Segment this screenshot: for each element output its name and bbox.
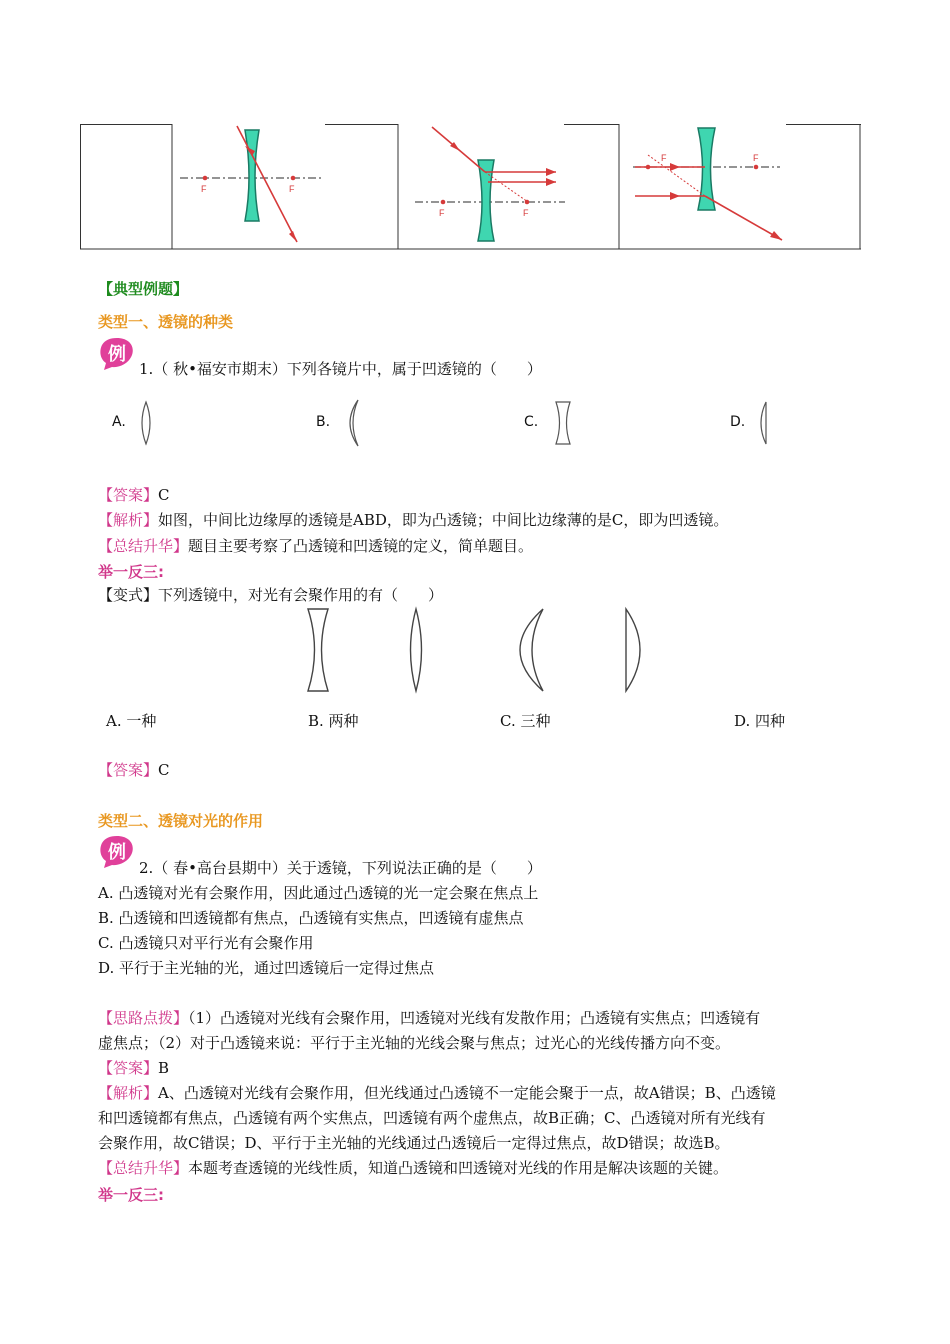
concave-lens-diagram-1 [175,124,325,249]
diagram-table [80,124,860,249]
hint-text-1: （1）凸透镜对光线有会聚作用，凹透镜对光线有发散作用；凸透镜有实焦点；凹透镜有 [188,1009,761,1027]
plano-convex-lens-icon [754,400,770,446]
choice-c: C. 凸透镜只对平行光有会聚作用 [98,934,314,952]
hint-tag: 【思路点拨】 [98,1009,189,1027]
summary-tag: 【总结升华】 [98,1159,189,1177]
extend-title: 举一反三: [98,563,164,581]
concave-lens-icon [553,400,573,446]
variant-option-a: A. 一种 [106,712,157,730]
badge-label: 例 [108,842,126,863]
extend-title: 举一反三: [98,1186,164,1204]
type2-summary-line [98,1158,728,1178]
type1-title: 类型一、透镜的种类 [98,313,234,331]
plano-convex-lens-icon [620,606,646,694]
meniscus-lens-icon [340,398,362,448]
variant-option-d: D. 四种 [734,712,786,730]
type1-summary-line [98,536,533,556]
type2-question: 2.（ 春•高台县期中）关于透镜，下列说法正确的是（ ） [139,859,542,877]
focus-label-right: F [289,184,295,194]
analysis-tag: 【解析】 [98,1084,159,1102]
type2-analysis-line-3: 会聚作用，故C错误；D、平行于主光轴的光线通过凸透镜后一定得过焦点，故D错误；故选B。 [98,1134,730,1152]
focus-label-right: F [523,208,529,218]
focus-label-right: F [753,153,759,163]
analysis-text-1: A、凸透镜对光线有会聚作用，但光线通过凸透镜不一定能会聚于一点，故A错误；B、凸透镜 [158,1084,776,1102]
variant-option-c: C. 三种 [500,712,551,730]
option-c-label: C. [524,414,539,430]
focus-label-left: F [439,208,445,218]
choice-b: B. 凸透镜和凹透镜都有焦点，凸透镜有实焦点，凹透镜有虚焦点 [98,909,524,927]
summary-tag: 【总结升华】 [98,537,189,555]
option-b-label: B. [316,414,331,430]
type1-question: 1.（ 秋•福安市期末）下列各镜片中，属于凹透镜的（ ） [139,360,542,378]
type2-answer-line [98,1058,169,1078]
convex-lens-icon [405,606,427,694]
answer-text: C [158,486,170,504]
concave-lens-diagram-3 [630,124,810,249]
concave-lens-diagram-2 [410,124,615,249]
summary-text: 本题考查透镜的光线性质，知道凸透镜和凹透镜对光线的作用是解决该题的关键。 [188,1159,729,1177]
choice-d: D. 平行于主光轴的光，通过凹透镜后一定得过焦点 [98,959,435,977]
answer-tag: 【答案】 [98,1059,159,1077]
option-a-label: A. [112,414,126,430]
type1-analysis-line [98,510,728,530]
hint-line-2: 虚焦点；（2）对于凸透镜来说：平行于主光轴的光线会聚与焦点；过光心的光线传播方向不变。 [98,1034,731,1052]
variant-option-b: B. 两种 [308,712,359,730]
answer-text: B [158,1059,170,1077]
option-d-label: D. [730,414,746,430]
meniscus-lens-icon [505,606,547,694]
answer-tag: 【答案】 [98,761,159,779]
example-badge-icon [98,834,136,868]
answer-tag: 【答案】 [98,486,159,504]
example-badge-icon [98,336,136,370]
summary-text: 题目主要考察了凸透镜和凹透镜的定义，简单题目。 [188,537,534,555]
variant-text: 下列透镜中，对光有会聚作用的有（ ） [158,586,444,604]
section-title: 【典型例题】 [98,280,189,298]
variant-line [98,585,443,605]
badge-label: 例 [108,344,126,365]
type1-answer-line [98,485,170,505]
concave-lens-icon [303,606,333,694]
analysis-tag: 【解析】 [98,511,159,529]
type2-analysis-line-1 [98,1083,776,1103]
convex-lens-icon [138,400,154,446]
analysis-text: 如图，中间比边缘厚的透镜是ABD，即为凸透镜；中间比边缘薄的是C，即为凹透镜。 [158,511,729,529]
type2-title: 类型二、透镜对光的作用 [98,812,264,830]
type2-analysis-line-2: 和凹透镜都有焦点，凸透镜有两个实焦点，凹透镜有两个虚焦点，故B正确；C、凸透镜对所有光线有 [98,1109,766,1127]
choice-a: A. 凸透镜对光有会聚作用，因此通过凸透镜的光一定会聚在焦点上 [98,884,539,902]
focus-label-left: F [201,184,207,194]
hint-line-1 [98,1008,760,1028]
answer-text: C [158,761,170,779]
variant-tag: 【变式】 [98,586,159,604]
variant-answer-line [98,760,170,780]
focus-label-left: F [661,153,667,163]
